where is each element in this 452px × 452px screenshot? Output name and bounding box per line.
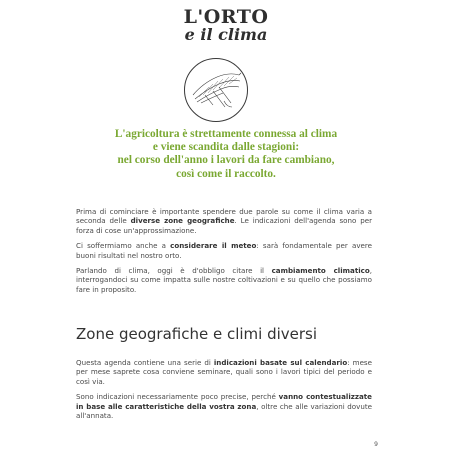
section-text: [76, 358, 372, 426]
quote-line: L'agricoltura è strettamente connessa al clima: [114, 128, 338, 140]
intro-text: [76, 207, 372, 300]
bold-text: indicazioni basate sul calendario: [213, 358, 348, 367]
text-run: Ci soffermiamo anche a: [76, 241, 171, 251]
intro-paragraph: [76, 241, 372, 260]
page-title: L'ORTO: [183, 6, 269, 28]
text-run: Prima di cominciare è importante spendere due parole su come il clima varia a seconda delle: [76, 207, 372, 226]
bold-text: diverse zone geografiche: [130, 216, 235, 226]
page-number: 9: [374, 441, 378, 448]
text-run: Sono indicazioni necessariamente poco precise, perché: [76, 392, 279, 402]
text-run: : sarà fondamentale per avere buoni risultati nel nostro orto.: [76, 241, 373, 260]
text-run: , interrogandoci su come impatta sulle nostre coltivazioni e su quello che possiamo fare in proposito.: [76, 266, 372, 294]
text-run: : mese per mese saprete cosa conviene seminare, quali sono i lavori tipici del periodo e così via.: [76, 358, 372, 386]
bold-text: cambiamento climatico: [271, 266, 370, 276]
text-run: Parlando di clima, oggi è d'obbligo citare il: [76, 266, 272, 276]
quote-line: così come il raccolto.: [176, 167, 276, 180]
section-heading: Zone geografiche e climi diversi: [76, 325, 318, 343]
section-paragraph: [76, 392, 372, 420]
text-run: , oltre che alle variazioni dovute all'annata.: [76, 401, 372, 421]
umbrella-illustration-icon: [183, 57, 249, 123]
bold-text: considerare il meteo: [170, 241, 257, 251]
quote-line: nel corso dell'anno i lavori da fare cambiano,: [117, 154, 335, 167]
intro-quote: [60, 128, 392, 181]
intro-paragraph: [76, 207, 372, 235]
section-paragraph: [76, 358, 372, 386]
text-run: Questa agenda contiene una serie di: [76, 358, 214, 367]
page-subtitle: e il clima: [184, 25, 268, 44]
bold-text: vanno contestualizzate in base alle caratteristiche della vostra zona: [76, 392, 372, 411]
text-run: . Le indicazioni dell'agenda sono per forza di cose un'approssimazione.: [76, 216, 372, 235]
quote-line: e viene scandita dalle stagioni:: [152, 141, 300, 154]
intro-paragraph: [76, 266, 372, 294]
